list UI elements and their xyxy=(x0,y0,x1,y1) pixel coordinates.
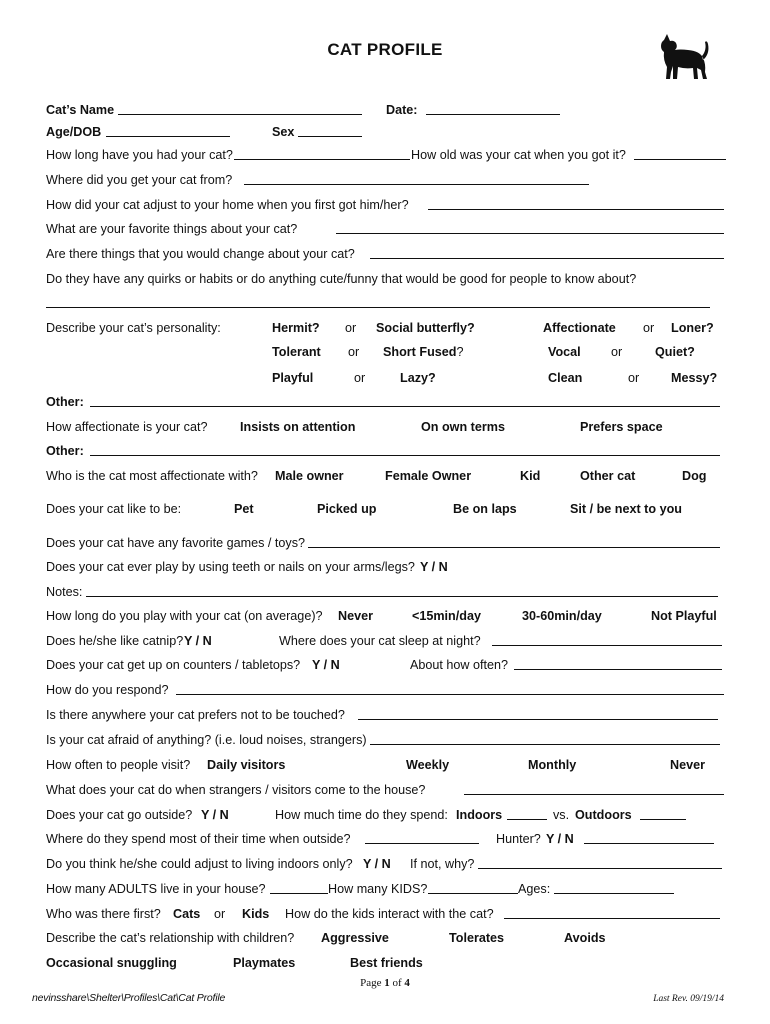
opt-tolerant[interactable]: Tolerant xyxy=(272,345,321,359)
age-dob-label: Age/DOB xyxy=(46,125,102,139)
where-outside-field[interactable] xyxy=(365,832,479,844)
indoors-field[interactable] xyxy=(507,808,547,820)
other-label: Other: xyxy=(46,395,84,409)
or-text: or xyxy=(348,345,360,359)
outside-label: Does your cat go outside? xyxy=(46,808,193,822)
opt-never-play[interactable]: Never xyxy=(338,609,374,623)
adults-field[interactable] xyxy=(270,882,328,894)
adjust-field[interactable] xyxy=(428,198,724,210)
other-affection-field[interactable] xyxy=(90,444,720,456)
opt-male-owner[interactable]: Male owner xyxy=(275,469,344,483)
opt-pet[interactable]: Pet xyxy=(234,502,254,516)
opt-aggressive[interactable]: Aggressive xyxy=(321,931,389,945)
opt-tolerates[interactable]: Tolerates xyxy=(449,931,505,945)
opt-playmates[interactable]: Playmates xyxy=(233,956,296,970)
opt-messy[interactable]: Messy? xyxy=(671,371,718,385)
or-text: or xyxy=(628,371,640,385)
teeth-nails-label: Does your cat ever play by using teeth or nails on your arms/legs? xyxy=(46,560,415,574)
where-get-field[interactable] xyxy=(244,173,589,185)
opt-daily-visitors[interactable]: Daily visitors xyxy=(207,758,286,772)
how-often-label: About how often? xyxy=(410,658,509,672)
opt-affectionate[interactable]: Affectionate xyxy=(543,321,616,335)
opt-avoids[interactable]: Avoids xyxy=(564,931,606,945)
or-text: or xyxy=(643,321,655,335)
ages-field[interactable] xyxy=(554,882,674,894)
adults-label: How many ADULTS live in your house? xyxy=(46,882,266,896)
opt-picked-up[interactable]: Picked up xyxy=(317,502,377,516)
time-spend-label: How much time do they spend: xyxy=(275,808,448,822)
how-long-had-field[interactable] xyxy=(234,148,410,160)
afraid-label: Is your cat afraid of anything? (i.e. loud noises, strangers) xyxy=(46,733,367,747)
cats-name-label: Cat’s Name xyxy=(46,103,115,117)
opt-best-friends[interactable]: Best friends xyxy=(350,956,423,970)
games-label: Does your cat have any favorite games / toys? xyxy=(46,536,306,550)
adjust-indoors-yn[interactable]: Y / N xyxy=(363,857,391,871)
counters-yn[interactable]: Y / N xyxy=(312,658,340,672)
most-affectionate-question: Who is the cat most affectionate with? xyxy=(46,469,258,483)
opt-loner[interactable]: Loner? xyxy=(671,321,714,335)
visits-question: How often to people visit? xyxy=(46,758,191,772)
notes-label: Notes: xyxy=(46,585,83,599)
hunter-yn[interactable]: Y / N xyxy=(546,832,574,846)
play-time-question: How long do you play with your cat (on average)? xyxy=(46,609,323,623)
opt-social-butterfly[interactable]: Social butterfly? xyxy=(376,321,475,335)
or-text: or xyxy=(611,345,623,359)
question-mark: ? xyxy=(456,345,464,359)
children-question: Describe the cat’s relationship with children? xyxy=(46,931,295,945)
change-label: Are there things that you would change about your cat? xyxy=(46,247,355,261)
opt-dog[interactable]: Dog xyxy=(682,469,707,483)
page-title: CAT PROFILE xyxy=(327,40,443,59)
respond-label: How do you respond? xyxy=(46,683,169,697)
if-not-field[interactable] xyxy=(478,857,722,869)
opt-hermit[interactable]: Hermit? xyxy=(272,321,320,335)
adjust-label: How did your cat adjust to your home when you first got him/her? xyxy=(46,198,409,212)
opt-under-15[interactable]: <15min/day xyxy=(412,609,481,623)
opt-sit-next-to-you[interactable]: Sit / be next to you xyxy=(570,502,682,516)
not-touched-field[interactable] xyxy=(358,708,718,720)
cats-name-field[interactable] xyxy=(118,103,362,115)
opt-be-on-laps[interactable]: Be on laps xyxy=(453,502,517,516)
vs-text: vs. xyxy=(553,808,570,822)
catnip-label: Does he/she like catnip? xyxy=(46,634,184,648)
opt-own-terms[interactable]: On own terms xyxy=(421,420,505,434)
catnip-yn[interactable]: Y / N xyxy=(184,634,212,648)
sex-field[interactable] xyxy=(298,125,362,137)
strangers-field[interactable] xyxy=(464,783,724,795)
indoors-label: Indoors xyxy=(456,808,503,822)
adjust-indoors-label: Do you think he/she could adjust to living indoors only? xyxy=(46,857,353,871)
opt-clean[interactable]: Clean xyxy=(548,371,583,385)
page-number: Page 1 of 4 xyxy=(360,977,410,989)
outdoors-label: Outdoors xyxy=(575,808,632,822)
cat-silhouette-icon xyxy=(650,34,710,80)
how-old-label: How old was your cat when you got it? xyxy=(411,148,626,162)
sex-label: Sex xyxy=(272,125,295,139)
sleep-field[interactable] xyxy=(492,634,722,646)
hunter-label: Hunter? xyxy=(496,832,541,846)
how-old-field[interactable] xyxy=(634,148,726,160)
opt-female-owner[interactable]: Female Owner xyxy=(385,469,472,483)
how-long-had-label: How long have you had your cat? xyxy=(46,148,233,162)
affection-question: How affectionate is your cat? xyxy=(46,420,208,434)
opt-short-fused[interactable]: Short Fused xyxy=(383,345,457,359)
age-dob-field[interactable] xyxy=(106,125,230,137)
opt-kids-first[interactable]: Kids xyxy=(242,907,270,921)
opt-occasional-snuggling[interactable]: Occasional snuggling xyxy=(46,956,177,970)
respond-field[interactable] xyxy=(176,683,724,695)
personality-label: Describe your cat’s personality: xyxy=(46,321,221,335)
where-outside-label: Where do they spend most of their time when outside? xyxy=(46,832,351,846)
ages-label: Ages: xyxy=(518,882,551,896)
opt-weekly[interactable]: Weekly xyxy=(406,758,450,772)
interact-field[interactable] xyxy=(504,907,720,919)
revision-date: Last Rev. 09/19/14 xyxy=(653,994,724,1004)
outside-yn[interactable]: Y / N xyxy=(201,808,229,822)
interact-label: How do the kids interact with the cat? xyxy=(285,907,494,921)
not-touched-label: Is there anywhere your cat prefers not to be touched? xyxy=(46,708,345,722)
opt-monthly[interactable]: Monthly xyxy=(528,758,577,772)
opt-cats-first[interactable]: Cats xyxy=(173,907,201,921)
opt-other-cat[interactable]: Other cat xyxy=(580,469,636,483)
if-not-label: If not, why? xyxy=(410,857,475,871)
how-often-field[interactable] xyxy=(514,658,722,670)
opt-not-playful[interactable]: Not Playful xyxy=(651,609,717,623)
opt-lazy[interactable]: Lazy? xyxy=(400,371,436,385)
first-question: Who was there first? xyxy=(46,907,161,921)
opt-prefers-space[interactable]: Prefers space xyxy=(580,420,663,434)
other-personality-field[interactable] xyxy=(90,395,720,407)
or-text: or xyxy=(345,321,357,335)
opt-30-60[interactable]: 30-60min/day xyxy=(522,609,602,623)
where-get-label: Where did you get your cat from? xyxy=(46,173,233,187)
opt-never-visit[interactable]: Never xyxy=(670,758,706,772)
afraid-field[interactable] xyxy=(370,733,720,745)
file-path: nevinsshare\Shelter\Profiles\Cat\Cat Profile xyxy=(32,992,226,1004)
teeth-nails-yn[interactable]: Y / N xyxy=(420,560,448,574)
date-field[interactable] xyxy=(426,103,560,115)
strangers-label: What does your cat do when strangers / visitors come to the house? xyxy=(46,783,426,797)
or-text: or xyxy=(214,907,226,921)
favorite-things-label: What are your favorite things about your cat? xyxy=(46,222,298,236)
opt-vocal[interactable]: Vocal xyxy=(548,345,581,359)
opt-insists-attention[interactable]: Insists on attention xyxy=(240,420,356,434)
favorite-things-field[interactable] xyxy=(336,222,724,234)
or-text: or xyxy=(354,371,366,385)
opt-quiet[interactable]: Quiet? xyxy=(655,345,695,359)
games-field[interactable] xyxy=(308,536,720,548)
change-field[interactable] xyxy=(370,247,724,259)
quirks-label: Do they have any quirks or habits or do anything cute/funny that would be good for people to know about? xyxy=(46,272,637,286)
outdoors-field[interactable] xyxy=(640,808,686,820)
counters-label: Does your cat get up on counters / tabletops? xyxy=(46,658,301,672)
opt-playful[interactable]: Playful xyxy=(272,371,314,385)
hunter-field[interactable] xyxy=(584,832,714,844)
kids-field[interactable] xyxy=(428,882,518,894)
likes-to-be-question: Does your cat like to be: xyxy=(46,502,182,516)
sleep-label: Where does your cat sleep at night? xyxy=(279,634,481,648)
kids-label: How many KIDS? xyxy=(328,882,428,896)
opt-kid[interactable]: Kid xyxy=(520,469,541,483)
other-label: Other: xyxy=(46,444,84,458)
notes-field[interactable] xyxy=(86,585,718,597)
date-label: Date: xyxy=(386,103,418,117)
quirks-field[interactable] xyxy=(46,296,710,308)
